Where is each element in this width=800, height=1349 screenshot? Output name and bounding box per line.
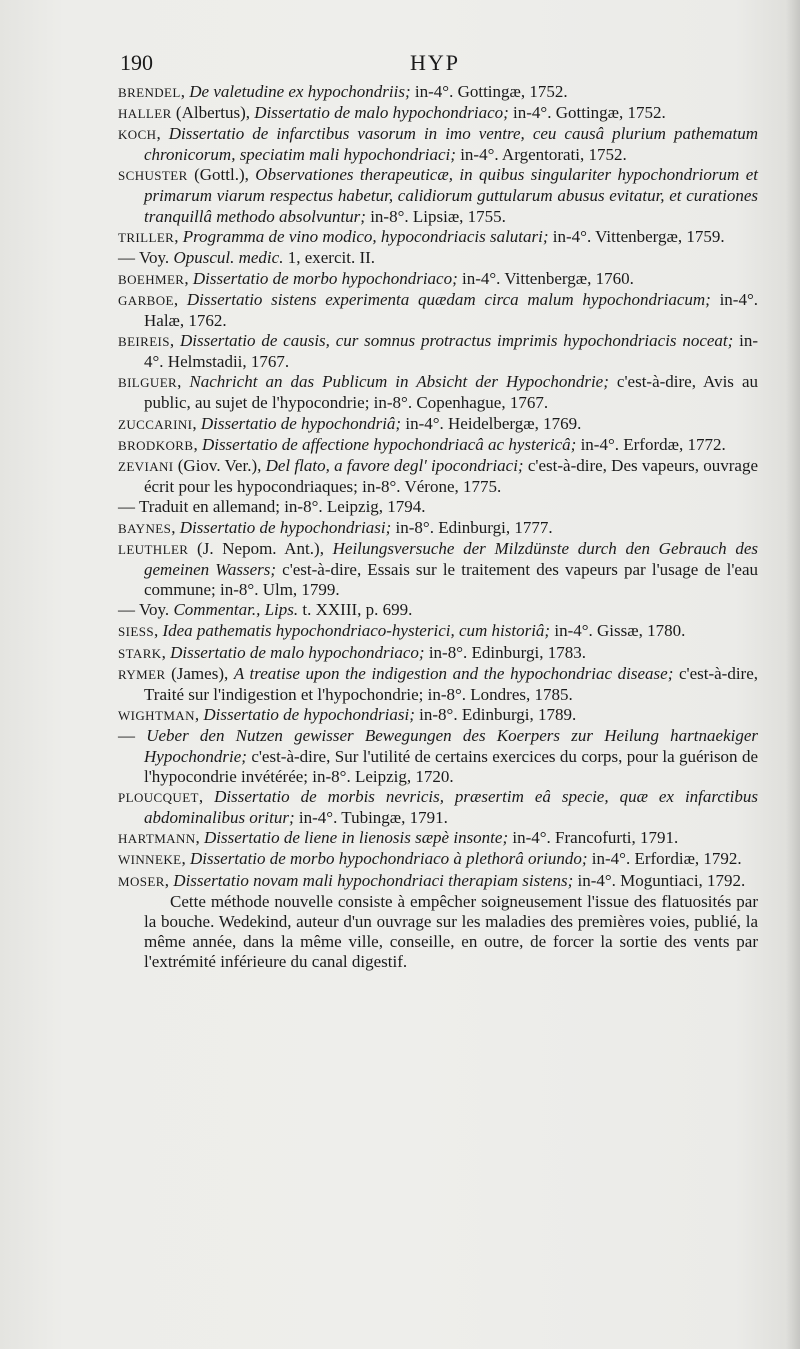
closing-paragraph: Cette méthode nouvelle consiste à empêcher soigneusement l'issue des flatuosités par la bouche. Wedekind, auteur d'un ouvrage sur les maladies des premières voies, publié, la même année, dans la même ville, conseille, en outre, de forcer la sortie des vents par l'extrémité inférieure du canal digestif.: [144, 891, 758, 971]
bibliography-entry: ZEVIANI (Giov. Ver.), Del flato, a favore degl' ipocondriaci; c'est-à-dire, Des vapeurs, ouvrage écrit pour les hypocondriaques; in-8°. Vérone, 1775.: [118, 455, 758, 496]
bibliography-entry: RYMER (James), A treatise upon the indigestion and the hypochondriac disease; c'est-à-dire, Traité sur l'indigestion et l'hypochondrie; in-8°. Londres, 1785.: [118, 663, 758, 704]
bibliography-entry: BAYNES, Dissertatio de hypochondriasi; in-8°. Edinburgi, 1777.: [118, 517, 553, 537]
bibliography-entry: — Ueber den Nutzen gewisser Bewegungen des Koerpers zur Heilung hartnaekiger Hypochondrie; c'est-à-dire, Sur l'utilité de certains exercices du corps, pour la guérison de l'hypocondrie invétérée; in-8°. Leipzig, 1720.: [118, 725, 758, 787]
bibliography-entry: HALLER (Albertus), Dissertatio de malo hypochondriaco; in-4°. Gottingæ, 1752.: [118, 103, 666, 123]
page-edge-shadow: [786, 0, 800, 1349]
bibliography-entry: — Voy. Commentar., Lips. t. XXIII, p. 699.: [118, 600, 413, 620]
bibliography-entry: STARK, Dissertatio de malo hypochondriaco; in-8°. Edinburgi, 1783.: [118, 642, 586, 662]
bibliography-entry: BOEHMER, Dissertatio de morbo hypochondriaco; in-4°. Vittenbergæ, 1760.: [118, 268, 634, 288]
bibliography-entry: BILGUER, Nachricht an das Publicum in Absicht der Hypochondrie; c'est-à-dire, Avis au public, au sujet de l'hypocondrie; in-8°. Copenhague, 1767.: [118, 372, 758, 413]
bibliography-entry: BRENDEL, De valetudine ex hypochondriis; in-4°. Gottingæ, 1752.: [118, 82, 568, 101]
bibliography-entry: TRILLER, Programma de vino modico, hypocondriacis salutari; in-4°. Vittenbergæ, 1759.: [118, 226, 725, 246]
bibliography-entry: GARBOE, Dissertatio sistens experimenta quædam circa malum hypochondriacum; in-4°. Halæ, 1762.: [118, 289, 759, 331]
bibliography-entry: KOCH, Dissertatio de infarctibus vasorum in imo ventre, ceu causâ plurium pathematum chronicorum, speciatim mali hypochondriaci; in-4°. Argentorati, 1752.: [118, 124, 758, 165]
running-head: HYP: [410, 50, 461, 75]
bibliography-entry: SIESS, Idea pathematis hypochondriaco-hysterici, cum historiâ; in-4°. Gissæ, 1780.: [118, 621, 686, 641]
bibliography-entry: WIGHTMAN, Dissertatio de hypochondriasi; in-8°. Edinburgi, 1789.: [118, 704, 577, 724]
bibliography-entry: LEUTHLER (J. Nepom. Ant.), Heilungsversuche der Milzdünste durch den Gebrauch des gemeinen Wassers; c'est-à-dire, Essais sur le traitement des vapeurs par l'usage de l'eau commune; in-8°. Ulm, 1799.: [118, 539, 758, 600]
bibliography-entry: ZUCCARINI, Dissertatio de hypochondriâ; in-4°. Heidelbergæ, 1769.: [118, 413, 582, 433]
bibliography-list: [118, 82, 758, 972]
bibliography-entry: BEIREIS, Dissertatio de causis, cur somnus protractus imprimis hypochondriacis noceat; in-4°. Helmstadii, 1767.: [118, 331, 758, 372]
bibliography-entry: WINNEKE, Dissertatio de morbo hypochondriaco à plethorâ oriundo; in-4°. Erfordiæ, 1792.: [118, 849, 742, 869]
page-number: 190: [120, 50, 153, 75]
bibliography-entry: MOSER, Dissertatio novam mali hypochondriaci therapiam sistens; in-4°. Moguntiaci, 1792.: [118, 870, 746, 890]
bibliography-entry: PLOUCQUET, Dissertatio de morbis nevricis, præsertim eâ specie, quæ ex infarctibus abdominalibus oritur; in-4°. Tubingæ, 1791.: [118, 787, 758, 828]
bibliography-entry: — Voy. Opuscul. medic. 1, exercit. II.: [118, 247, 376, 267]
bibliography-entry: SCHUSTER (Gottl.), Observationes therapeuticæ, in quibus singulariter hypochondriorum et primarum viarum respectus habetur, calidiorum guttularum abusus evitatur, et curationes tranquillâ methodo absolvuntur; in-8°. Lipsiæ, 1755.: [118, 165, 758, 226]
bibliography-entry: BRODKORB, Dissertatio de affectione hypochondriacâ ac hystericâ; in-4°. Erfordæ, 1772.: [118, 434, 726, 454]
bibliography-entry: HARTMANN, Dissertatio de liene in lienosis sæpè insonte; in-4°. Francofurti, 1791.: [118, 828, 679, 848]
page-header: [120, 50, 760, 80]
bibliography-entry: — Traduit en allemand; in-8°. Leipzig, 1794.: [118, 496, 426, 516]
